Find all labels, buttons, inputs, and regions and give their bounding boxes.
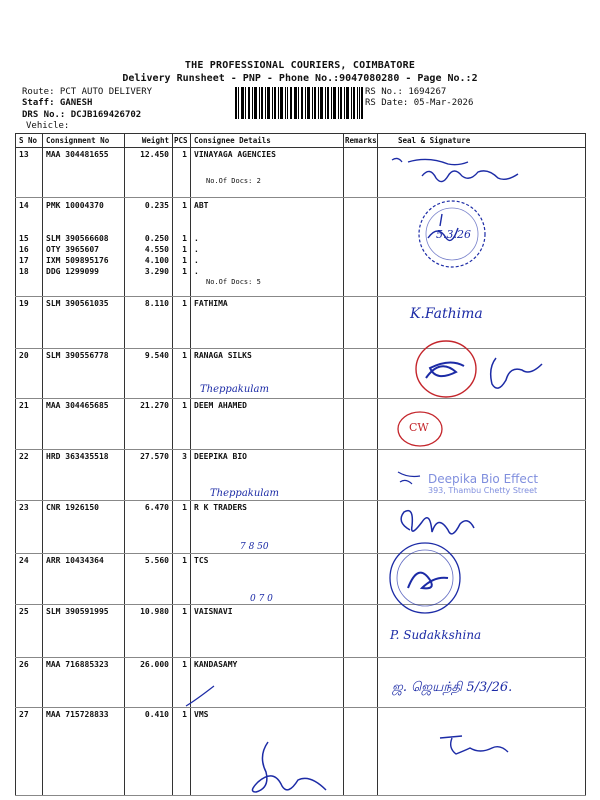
sno-group [16,198,43,297]
consignment-no: MAA 304481655 [43,148,125,198]
consignment-no: CNR 1926150 [43,501,125,554]
sno: 27 [16,708,43,796]
runsheet-table [15,133,586,796]
cw-stamp-text: CW [409,421,429,434]
consignee-name: KANDASAMY [191,658,344,708]
rs-date: RS Date: 05-Mar-2026 [365,98,474,108]
pcs: 3 [173,450,191,501]
consignee-name: VINAYAGA AGENCIES [194,150,276,159]
pcs: 1 [173,297,191,349]
consignment-no: MAA 304465685 [43,399,125,450]
weight: 6.470 [125,501,173,554]
remarks-cell [344,349,378,399]
signature-cell [378,708,586,796]
sno: 16 [19,245,29,254]
docs-count: No.Of Docs: 5 [206,278,261,286]
signature-cell [378,297,586,349]
signature-cell [378,501,586,554]
sno: 14 [19,201,29,210]
weight: 27.570 [125,450,173,501]
sno: 24 [16,554,43,605]
consignment-no: SLM 390561035 [43,297,125,349]
signature-cell [378,198,586,297]
consignee [191,148,344,198]
weight: 21.270 [125,399,173,450]
stamp-date-row14: 5.3.26 [436,228,471,241]
remarks-cell [344,450,378,501]
weight-group [125,198,173,297]
col-pcs: PCS [173,134,191,148]
pcs: 1 [173,554,191,605]
weight: 0.235 [144,201,169,210]
weight: 12.450 [125,148,173,198]
signature-cell [378,349,586,399]
sno: 20 [16,349,43,399]
route-label: Route: PCT AUTO DELIVERY [22,87,153,97]
consignment-no: DDG 1299099 [46,267,99,276]
sno: 25 [16,605,43,658]
table-header-row [16,134,586,148]
sno: 22 [16,450,43,501]
consignee-name: DEEPIKA BIO [191,450,344,501]
col-consignee: Consignee Details [191,134,344,148]
col-sno: S No [16,134,43,148]
sno: 19 [16,297,43,349]
sno: 17 [19,256,29,265]
remarks-cell [344,554,378,605]
col-consignment: Consignment No [43,134,125,148]
remarks-cell [344,658,378,708]
table-row [16,605,586,658]
barcode [235,87,363,119]
consignment-no: MAA 715728833 [43,708,125,796]
staff-label: Staff: GANESH [22,98,93,108]
pcs-group [173,198,191,297]
handwriting-row24-note: 0 7 0 [250,594,273,604]
pcs: 1 [173,148,191,198]
consignee-name: ABT [194,201,209,210]
consignment-group [43,198,125,297]
consignment-no: SLM 390556778 [43,349,125,399]
rs-number: RS No.: 1694267 [365,87,447,97]
table-row [16,399,586,450]
col-weight: Weight [125,134,173,148]
consignee-name: . [194,234,199,243]
remarks-cell [344,708,378,796]
stamp-name-row22: Deepika Bio Effect [428,472,539,486]
consignee-name: VMS [191,708,344,796]
pcs: 1 [173,605,191,658]
remarks-cell [344,198,378,297]
sno: 18 [19,267,29,276]
pcs: 1 [173,349,191,399]
weight: 4.100 [144,256,169,265]
consignee-name: DEEM AHAMED [191,399,344,450]
sno: 21 [16,399,43,450]
remarks-cell [344,605,378,658]
consignee-name: FATHIMA [191,297,344,349]
sno: 15 [19,234,29,243]
consignment-no: PMK 10004370 [46,201,104,210]
handwriting-row25: P. Sudakkshina [390,628,482,642]
col-seal: Seal & Signature [378,134,586,148]
weight: 10.980 [125,605,173,658]
weight: 26.000 [125,658,173,708]
pcs: 1 [182,201,187,210]
remarks-cell [344,501,378,554]
stamp-address-row22: 393, Thambu Chetty Street [428,486,538,495]
company-title: THE PROFESSIONAL COURIERS, COIMBATORE [184,60,416,71]
table-row [16,297,586,349]
weight: 8.110 [125,297,173,349]
consignee-name: . [194,267,199,276]
docs-count: No.Of Docs: 2 [206,177,261,185]
handwriting-row20-note: Theppakulam [200,384,269,395]
consignment-no: HRD 363435518 [43,450,125,501]
sno: 13 [16,148,43,198]
pcs: 1 [182,267,187,276]
pcs: 1 [182,256,187,265]
consignment-no: SLM 390566608 [46,234,109,243]
handwriting-row23-note: 7 8 50 [240,542,269,552]
weight: 3.290 [144,267,169,276]
col-remarks: Remarks [344,134,378,148]
pcs: 1 [173,501,191,554]
table-row [16,349,586,399]
weight: 0.250 [144,234,169,243]
weight: 4.550 [144,245,169,254]
consignee-name: R K TRADERS [191,501,344,554]
pcs: 1 [173,399,191,450]
handwriting-row19: K.Fathima [410,306,483,322]
consignee-name: RANAGA SILKS [191,349,344,399]
drs-number: DRS No.: DCJB169426702 [22,110,142,120]
consignment-no: ARR 10434364 [43,554,125,605]
signature-cell [378,148,586,198]
sno: 26 [16,658,43,708]
consignee-name: . [194,256,199,265]
vehicle-label: Vehicle: [26,121,70,131]
weight: 9.540 [125,349,173,399]
handwriting-row26: ஜ. ஜெயந்தி 5/3/26. [392,680,513,695]
table-row [16,708,586,796]
remarks-cell [344,399,378,450]
consignee-name: TCS [191,554,344,605]
handwriting-row22-note: Theppakulam [210,488,279,499]
table-row [16,198,586,297]
consignee-name: . [194,245,199,254]
table-row [16,148,586,198]
consignment-no: OTY 3965607 [46,245,99,254]
consignment-no: MAA 716885323 [43,658,125,708]
runsheet-subtitle: Delivery Runsheet - PNP - Phone No.:9047080280 - Page No.:2 [122,73,478,84]
table-row [16,501,586,554]
consignment-no: IXM 509895176 [46,256,109,265]
weight: 5.560 [125,554,173,605]
remarks-cell [344,148,378,198]
weight: 0.410 [125,708,173,796]
consignee-group [191,198,344,297]
sno: 23 [16,501,43,554]
pcs: 1 [182,245,187,254]
pcs: 1 [173,658,191,708]
consignee-name: VAISNAVI [191,605,344,658]
pcs: 1 [182,234,187,243]
remarks-cell [344,297,378,349]
consignment-no: SLM 390591995 [43,605,125,658]
pcs: 1 [173,708,191,796]
signature-cell [378,554,586,605]
table-row [16,554,586,605]
